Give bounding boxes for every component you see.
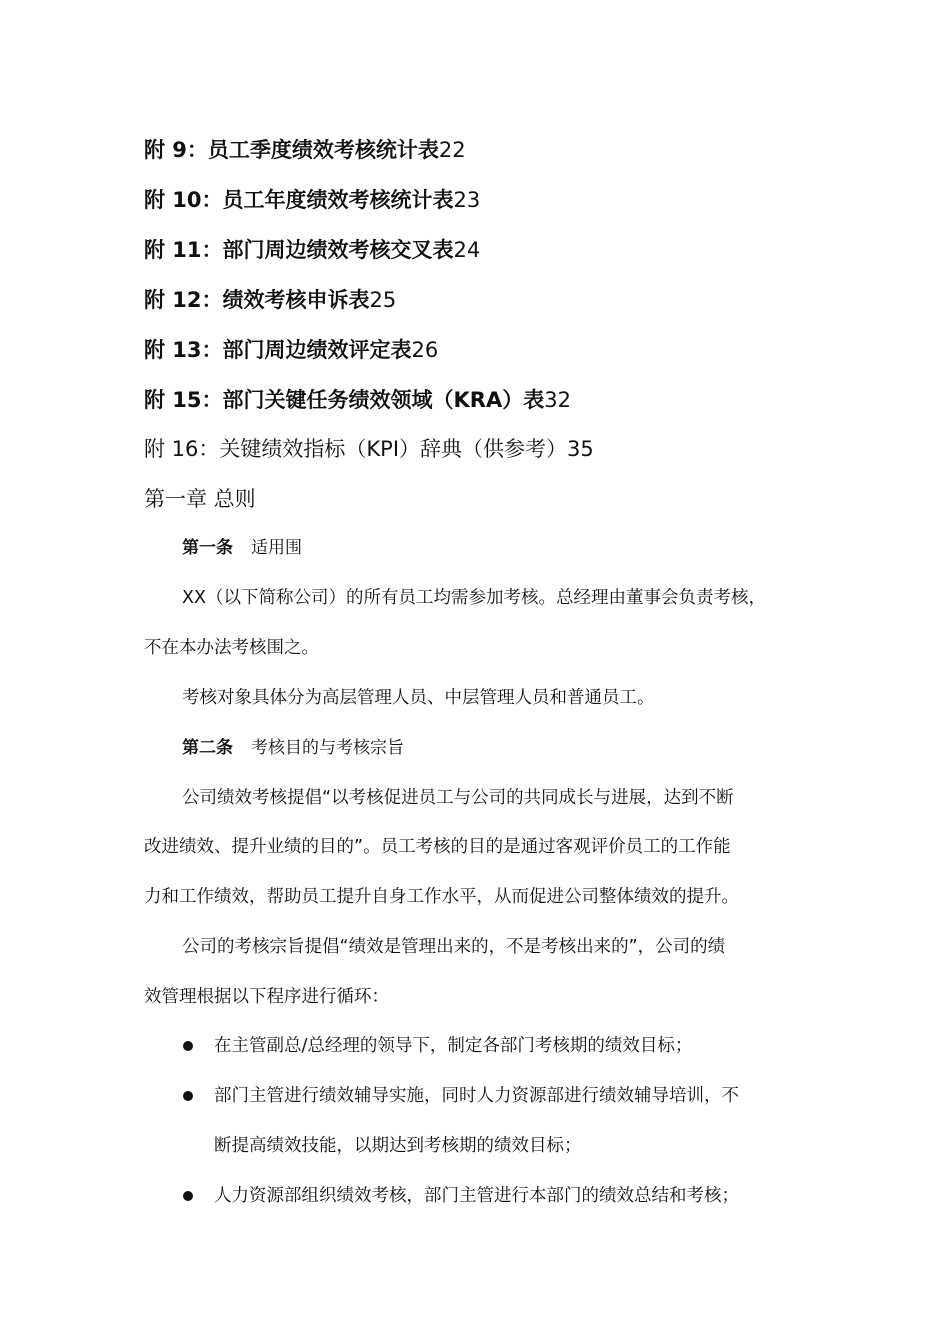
toc-entry-page: 24 — [453, 238, 481, 262]
bullet-icon — [183, 1191, 193, 1201]
toc-entry-title: 附 16：关键绩效指标（KPI）辞典（供参考） — [144, 437, 568, 461]
toc-entry-title: 附 9：员工季度绩效考核统计表 — [144, 138, 439, 162]
paragraph-line: 改进绩效、提升业绩的目的”。员工考核的目的是通过客观评价员工的工作能 — [144, 837, 731, 857]
bullet-icon — [183, 1091, 193, 1101]
list-item: 部门主管进行绩效辅导实施，同时人力资源部进行绩效辅导培训，不 — [214, 1086, 739, 1106]
toc-entry-title: 附 12：绩效考核申诉表 — [144, 288, 370, 312]
toc-entry-page: 25 — [369, 288, 397, 312]
chapter-heading: 第一章 总则 — [144, 487, 256, 511]
toc-entry[interactable] — [144, 434, 594, 464]
paragraph-line: 力和工作绩效，帮助员工提升自身工作水平，从而促进公司整体绩效的提升。 — [144, 887, 739, 907]
list-item-continuation: 断提高绩效技能，以期达到考核期的绩效目标； — [214, 1136, 582, 1156]
toc-entry[interactable] — [144, 185, 480, 215]
article-title: 适用围 — [251, 538, 302, 558]
article-heading — [182, 535, 302, 561]
paragraph-line: 公司的考核宗旨提倡“绩效是管理出来的，不是考核出来的”，公司的绩 — [182, 937, 726, 957]
toc-entry[interactable] — [144, 235, 480, 265]
toc-entry-title: 附 13：部门周边绩效评定表 — [144, 338, 412, 362]
toc-entry[interactable] — [144, 135, 466, 165]
toc-entry[interactable] — [144, 385, 571, 415]
toc-entry[interactable] — [144, 285, 396, 315]
toc-entry-page: 32 — [544, 388, 571, 412]
toc-entry[interactable] — [144, 335, 438, 365]
paragraph-line: XX（以下简称公司）的所有员工均需参加考核。总经理由董事会负责考核， — [182, 588, 766, 608]
list-item: 人力资源部组织绩效考核，部门主管进行本部门的绩效总结和考核； — [214, 1186, 739, 1206]
toc-entry-page: 35 — [567, 437, 594, 461]
toc-entry-page: 26 — [411, 338, 439, 362]
toc-entry-title: 附 11：部门周边绩效考核交叉表 — [144, 238, 454, 262]
article-heading — [182, 735, 404, 761]
paragraph-line: 效管理根据以下程序进行循环： — [144, 987, 389, 1007]
toc-entry-title: 附 10：员工年度绩效考核统计表 — [144, 188, 454, 212]
article-title: 考核目的与考核宗旨 — [251, 738, 404, 758]
toc-entry-title: 附 15：部门关键任务绩效领域（KRA）表 — [144, 388, 545, 412]
article-number: 第一条 — [182, 538, 233, 558]
paragraph-line: 公司绩效考核提倡“以考核促进员工与公司的共同成长与进展，达到不断 — [182, 788, 734, 808]
toc-entry-page: 23 — [453, 188, 481, 212]
article-number: 第二条 — [182, 738, 233, 758]
bullet-icon — [183, 1041, 193, 1051]
list-item: 在主管副总/总经理的领导下，制定各部门考核期的绩效目标； — [214, 1036, 693, 1056]
paragraph-line: 考核对象具体分为高层管理人员、中层管理人员和普通员工。 — [182, 688, 655, 708]
toc-entry-page: 22 — [438, 138, 466, 162]
paragraph-line: 不在本办法考核围之。 — [144, 638, 319, 658]
